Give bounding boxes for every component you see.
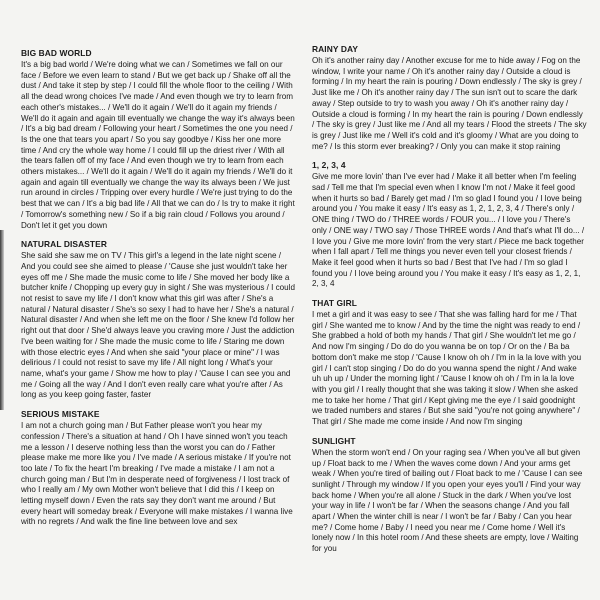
song-title: 1, 2, 3, 4	[312, 160, 346, 171]
song-serious-mistake	[21, 409, 296, 528]
song-big-bad-world	[21, 48, 296, 231]
song-title: SUNLIGHT	[312, 435, 356, 446]
song-natural-disaster	[21, 239, 296, 401]
booklet-fold-shadow	[0, 230, 4, 410]
song-lyrics: Oh it's another rainy day / Another excuse for me to hide away / Fog on the window, I write your name / Oh it's another rainy day / Outside a cloud is forming / In my heart the rain is pouring / Down endlessly / The sky is grey / Just like me / Oh it's another rainy day / The sun isn't out to scare the dark away / Step outside to try to wash you away / Oh it's another rainy day / Outside a cloud is forming / In my heart the rain is pouring / Down endlessly / The sky is grey / Just like me / And all my tears / Flood the streets / The sky is grey / Just like me / Well it's cold and it's gloomy / What are you doing to me? / Is this storm ever breaking? / Only you can make it stop raining	[312, 56, 587, 151]
song-title: BIG BAD WORLD	[21, 48, 92, 58]
song-lyrics: She said she saw me on TV / This girl's a legend in the late night scene / And you could see she aimed to please / 'Cause she just wouldn't take her eyes off me / She made the music come to life / She moved her body like a butcher knife / Chopping up every guy in sight / She was mysterious / I could not resist to save my life / I don't know what this girl was after / She's a natural / Natural disaster / She's so sexy I had to have her / She's a natural / Natural disaster / And when she left me on the floor / She knew I'd follow her right out that door / She'd always leave you craving more / Just the addiction I've been waiting for / She made the music come to life / Staring me down with those electric eyes / And when she said "your place or mine" / I was delirious / I could not resist to save my life / All night long / What's your name, what's your game / Show me how to play / 'Cause I can see you and me / Going all the way / And I don't even really care what you're after / As long as you keep going faster, faster	[21, 251, 295, 400]
right-column	[312, 44, 587, 563]
song-lyrics: I am not a church going man / But Father please won't you hear my confession / There's a situation at hand / Oh I have sinned won't you teach me a lesson / I deserve nothing less than the worst you can do / Father please make me more like you / I've made / A serious mistake / If you're not too late / To fix the heart I'm breaking / I've made a mistake / I am not a church going man / But I'm in desperate need of forgiveness / I lost track of who I really am / My own Mother won't believe that I did this / I keep on letting myself down / Even the rats say they don't want me around / But every heart will someday break / Everyone will make mistakes / I wanna live with no regrets / And walk the fine line between love and sex	[21, 421, 293, 527]
song-sunlight	[312, 436, 587, 555]
song-lyrics: I met a girl and it was easy to see / That she was falling hard for me / That girl / She wanted me to know / And by the time the night was ready to end / She grabbed a hold of both my hands / That girl / She wouldn't let me go / And now I'm singing / Do do do you wanna be on top / Or on the / Ba ba bottom don't make me stop / 'Cause I know oh oh / I'm in la la love with you girl / I can't stop singing / Do do do you wanna spend the night / And wake uh uh up / Under the morning light / 'Cause I know oh oh / I'm in la la love with you girl / I really thought that she was taking it slow / When she asked me to take her home / That girl / Kept giving me the eye / I said goodnight we traded numbers and stares / But she said "you're not going anywhere" / That girl / She made me come inside / And now I'm singing	[312, 310, 582, 427]
left-column	[21, 48, 296, 536]
song-1234	[312, 160, 587, 290]
song-title: RAINY DAY	[312, 44, 359, 54]
song-that-girl	[312, 298, 587, 428]
song-lyrics: When the storm won't end / On your raging sea / When you've all but given up / Float back to me / When the waves come down / And your arms get weak / When you're tired of bailing out / Float back to me / 'Cause I can see sunlight / Through my window / If you open your eyes you'll / Find your way back home / When you're all alone / Stuck in the dark / When you've lost your way in life / I won't be far / When the seasons change / And you fall apart / When the winter chill is near / I won't be far / Baby / Can you hear me? / Come home / Baby / I need you near me / Come home / Well it's lonely now / In this hotel room / And these sheets are empty, love / Waiting for you	[312, 447, 583, 554]
song-lyrics: Give me more lovin' than I've ever had / Make it all better when I'm feeling sad / Tell me that I'm special even when I know I'm not / Make it feel good when it hurts so bad / Barely get mad / I'm so glad I found you / I love being around you / You make it easy / It's easy as 1, 2, 1, 2, 3, 4 / There's only / ONE thing / TWO do / THREE words / FOUR you... / I love you / There's only / ONE way / TWO say / Those THREE words / And that's what I'll do... / I love you / Give me more lovin' from the very start / Piece me back together when I fall apart / Tell me things you never even tell your closest friends / Make it feel good when it hurts so bad / Best that I've had / I'm so glad I found you / I love being around you / You make it easy / It's easy as 1, 2, 1, 2, 3, 4	[312, 172, 585, 289]
song-title: THAT GIRL	[312, 298, 357, 309]
song-rainy-day	[312, 44, 587, 152]
song-title: NATURAL DISASTER	[21, 239, 107, 250]
song-title: SERIOUS MISTAKE	[21, 409, 100, 420]
song-lyrics: It's a big bad world / We're doing what we can / Sometimes we fall on our face / Before we even learn to stand / But we get back up / Shake off all the dust / And take it step by step / I could fill the whole floor to the ceiling / With all the dead wrong choices I've made / And even though we try to learn from each other's mistakes... / We'll do it again / We'll do it again my friends / We'll do it again and again till eventually we change the way it's always been / It's a big bad dream / Following your heart / Sometimes the one you need / Is the one that tears you apart / So you say goodbye / Kiss her one more time / And cry the whole way home / I could fill up the driest river / With all the tears fallen off of my face / And even though we try to learn from each others mistakes... / We'll do it again / We'll do it again my friends / We'll do it again and again till eventually we change the way its always been / We just run around in circles / Tripping over every hurdle / We're just trying to do the best that we can / It's a big bad life / All that we can do / Is try to make it right / Tomorrow's something new / So if a big rain cloud / Follows you around / Don't let it get you down	[21, 60, 295, 230]
